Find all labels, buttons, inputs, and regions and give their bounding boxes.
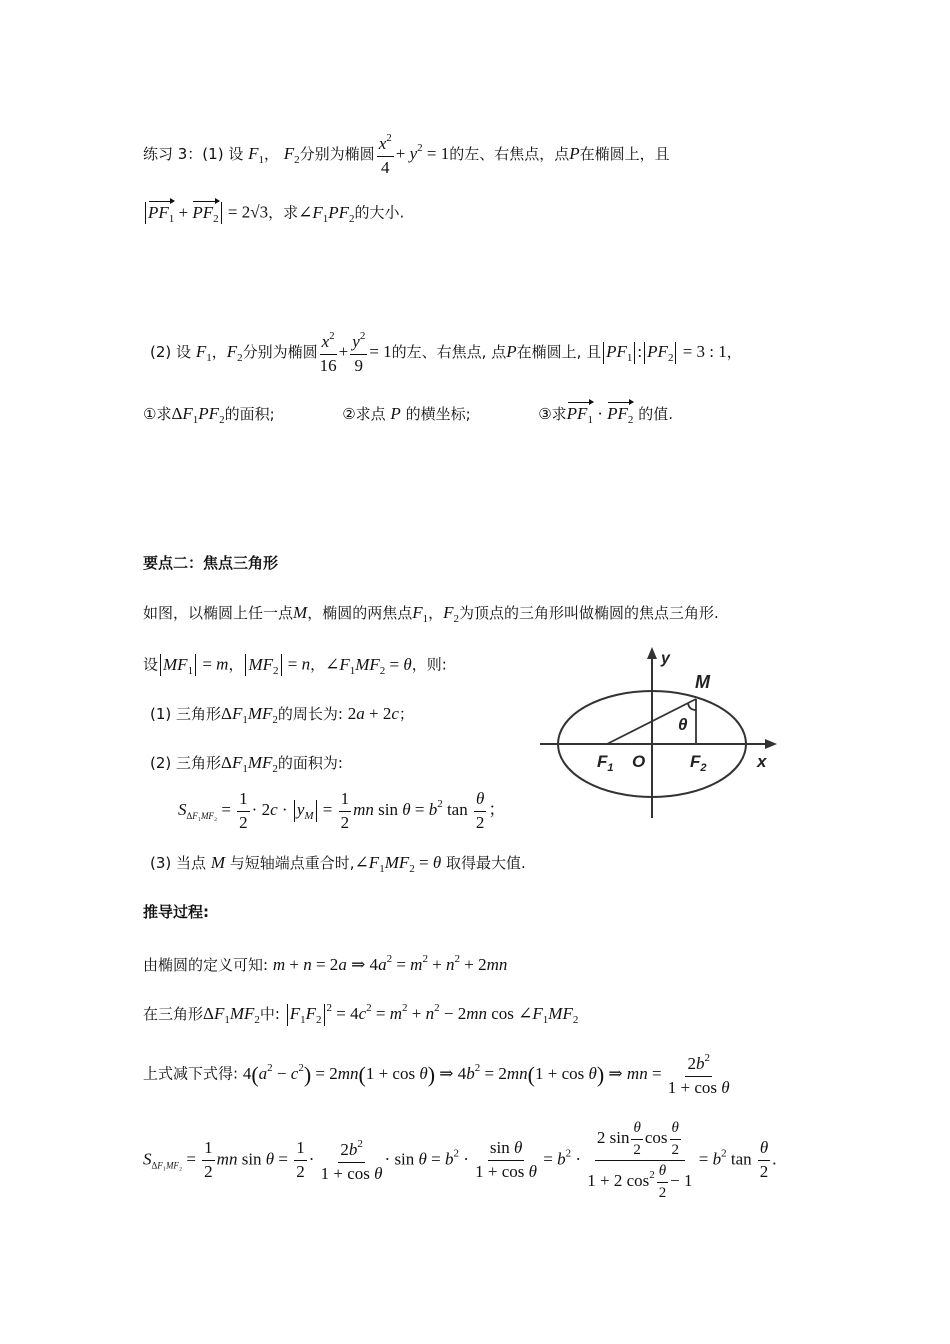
ex3-part1-line1: 练习 3：(1) 设 $F_1$， $F_2$分别为椭圆 $\frac{x^2}{4}$ + $y^2 = 1$的左、右焦点，点P在椭圆上，且 (143, 132, 670, 177)
question-1: ①求$\Delta F_1PF_2$的面积; (143, 404, 275, 426)
fraction: $\frac{x^2}{4}$ (378, 132, 392, 177)
ex3-part2-questions (143, 405, 673, 426)
focus-f1-label: $F_1$ (597, 752, 614, 774)
derivation-line4: $S_{\Delta F_1MF_2}$ = $\frac{1}{2}$ mn sin θ = $\frac{1}{2}$ · $\frac{2b^2}{\text{1 + cos θ}}$ · $\sin \theta = b^2$ · $\frac{\text{sin θ}}{\text{1 + cos θ}}$ = $b^2$ · 2 sin $\frac{\theta}{2}$ cos $\frac{\theta}{2}$ 1 + 2 $\cos^2$ $\frac{\theta}{2}$ − 1 = $b^2$ tan $\frac{\theta}{2}$ . (143, 1120, 777, 1201)
derivation-line2: 在三角形$\Delta F_1MF_2$中: $F_1F_2^2 = 4c^2 = m^2 + n^2 - 2mn$ $\cos \angle F_1MF_2$ (143, 1002, 579, 1026)
question-2: ②求点 P 的横坐标; (342, 404, 471, 423)
x-axis (540, 739, 777, 749)
point-m-label: M (695, 672, 710, 692)
key2-heading: 要点二：焦点三角形 (143, 554, 279, 572)
theta-label: θ (678, 715, 688, 734)
ex3-part2-line1: (2) 设 $F_1$，$F_2$分别为椭圆 $\frac{x^2}{16}$ + $\frac{y^2}{9}$ = 1的左、右焦点, 点P在椭圆上, 且 $PF_1$ : $PF_2 = 3$ : 1， (150, 330, 742, 375)
ex3-part1-line2: $PF_1 + PF_2 = 2√3$，求$\angle F_1PF_2$的大小. (143, 202, 404, 225)
key2-setup: 设 $MF_1 = m$， $MF_2 = n$，$\angle F_1MF_2 = \theta$，则: (143, 654, 447, 677)
ellipse-focal-triangle-figure (535, 643, 785, 823)
x-axis-label: x (757, 752, 767, 771)
origin-label: O (632, 752, 646, 771)
key2-item1: (1) 三角形$\Delta F_1MF_2$的周长为: 2a + 2c； (150, 704, 414, 726)
angle-arc (688, 703, 696, 710)
derivation-heading: 推导过程: (143, 903, 209, 921)
key2-item2: (2) 三角形$\Delta F_1MF_2$的面积为: (150, 753, 343, 775)
question-3: ③求$PF_1 \cdot PF_2$ 的值. (538, 404, 673, 426)
focus-f2-label: $F_2$ (690, 752, 707, 774)
y-axis (647, 647, 657, 818)
key2-item3: (3) 当点 M 与短轴端点重合时$,\angle F_1MF_2 = \theta$ 取得最大值. (150, 853, 526, 875)
key2-intro: 如图，以椭圆上任一点M，椭圆的两焦点$F_1$，$F_2$为顶点的三角形叫做椭圆的焦点三角形. (143, 603, 719, 625)
derivation-line1: 由椭圆的定义可知: m + n = 2a ⇒ $4a^2 = m^2 + n^2 + 2mn$ (143, 953, 508, 974)
area-formula: $S_{\Delta F_1MF_2}$ = $\frac{1}{2}$ · $2c \cdot y_M$ = $\frac{1}{2}$ mn $\sin \theta = b^2$ tan $\frac{\theta}{2}$ ； (178, 789, 506, 832)
y-axis-label: y (661, 650, 670, 667)
derivation-line3: 上式减下式得: $4(a^2 - c^2) = 2mn(1 + \cos \theta)$ ⇒ $4b^2 = 2mn(1 + \cos \theta)$ ⇒ mn = $\frac{2b^2}{\text{1 + cos θ}}$ (143, 1052, 730, 1097)
